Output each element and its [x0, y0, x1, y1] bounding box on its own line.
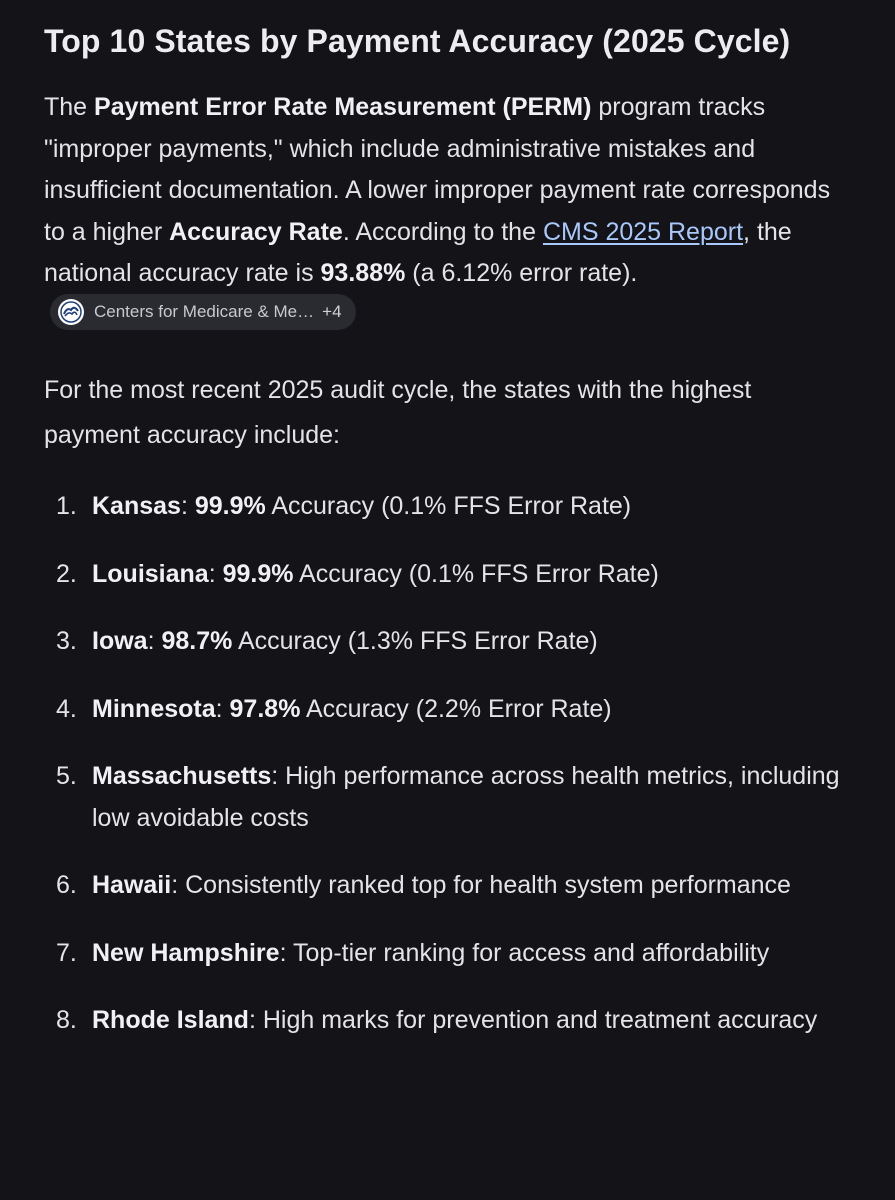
state-accuracy-value: 97.8% — [229, 694, 301, 723]
state-name: Iowa — [92, 627, 148, 655]
list-item-separator: : — [271, 762, 286, 790]
cms-report-link[interactable]: CMS 2025 Report — [542, 217, 744, 246]
state-accuracy-value: 99.9% — [194, 492, 266, 520]
states-intro-paragraph: For the most recent 2025 audit cycle, the states with the highest payment accuracy include: — [44, 376, 752, 449]
intro-bold-national-rate: 93.88% — [320, 259, 406, 287]
list-item — [44, 1000, 854, 1042]
state-name: Massachusetts — [92, 762, 272, 790]
list-item-number: 8. — [56, 1006, 77, 1034]
response-content — [44, 20, 854, 1068]
intro-text-3: . According to the — [342, 217, 543, 246]
section-heading: Top 10 States by Payment Accuracy (2025 Cycle) — [44, 23, 791, 59]
state-description: Accuracy (1.3% FFS Error Rate) — [232, 627, 598, 655]
list-item-number: 1. — [56, 492, 77, 520]
list-item-separator: : — [171, 871, 186, 899]
intro-text-5: (a 6.12% error rate). — [405, 259, 638, 287]
state-name: Minnesota — [92, 694, 216, 723]
intro-bold-accuracy-rate: Accuracy Rate — [169, 217, 343, 246]
state-description: Accuracy (0.1% FFS Error Rate) — [265, 492, 632, 520]
list-item-number: 4. — [56, 694, 77, 723]
list-item-separator: : — [215, 694, 230, 723]
state-name: New Hampshire — [92, 938, 280, 967]
list-item-number: 6. — [56, 871, 77, 899]
list-item-number: 7. — [56, 938, 77, 967]
list-item — [44, 689, 854, 731]
list-item — [44, 933, 854, 975]
intro-text-2: program tracks "improper payments," which include administrative mistakes and insufficient documentation. A lower improper payment rate corresponds to a higher — [44, 93, 831, 246]
cms-logo-icon — [58, 299, 84, 325]
list-item — [44, 486, 854, 528]
state-accuracy-value: 99.9% — [222, 559, 294, 588]
state-description: High performance across health metrics, including low avoidable costs — [92, 762, 840, 832]
state-description: Top-tier ranking for access and affordability — [293, 938, 770, 967]
intro-bold-perm: Payment Error Rate Measurement (PERM) — [94, 93, 592, 121]
list-item — [44, 554, 854, 596]
state-name: Hawaii — [92, 871, 172, 899]
list-item-separator: : — [147, 627, 162, 655]
states-list — [44, 486, 854, 1042]
state-description: High marks for prevention and treatment accuracy — [262, 1006, 818, 1034]
intro-text-1: The — [44, 93, 95, 121]
list-item-number: 3. — [56, 627, 77, 655]
intro-paragraph — [44, 87, 854, 336]
list-item-separator: : — [180, 492, 195, 520]
state-description: Accuracy (2.2% Error Rate) — [300, 694, 612, 723]
source-chip[interactable] — [50, 294, 356, 330]
state-name: Rhode Island — [92, 1006, 249, 1034]
state-description: Accuracy (0.1% FFS Error Rate) — [293, 559, 659, 588]
state-name: Kansas — [92, 492, 181, 520]
source-chip-more-count: +4 — [322, 302, 342, 322]
list-item-number: 5. — [56, 762, 77, 790]
list-item — [44, 621, 854, 663]
state-name: Louisiana — [92, 559, 209, 588]
list-item — [44, 756, 854, 839]
intro-text-4: , the national accuracy rate is — [44, 217, 792, 287]
state-accuracy-value: 98.7% — [161, 627, 233, 655]
source-chip-label: Centers for Medicare & Me… — [94, 302, 315, 322]
list-item-separator: : — [208, 559, 223, 588]
list-item — [44, 865, 854, 907]
state-description: Consistently ranked top for health system performance — [185, 871, 791, 899]
list-item-separator: : — [279, 938, 294, 967]
list-item-separator: : — [248, 1006, 263, 1034]
list-item-number: 2. — [56, 559, 77, 588]
